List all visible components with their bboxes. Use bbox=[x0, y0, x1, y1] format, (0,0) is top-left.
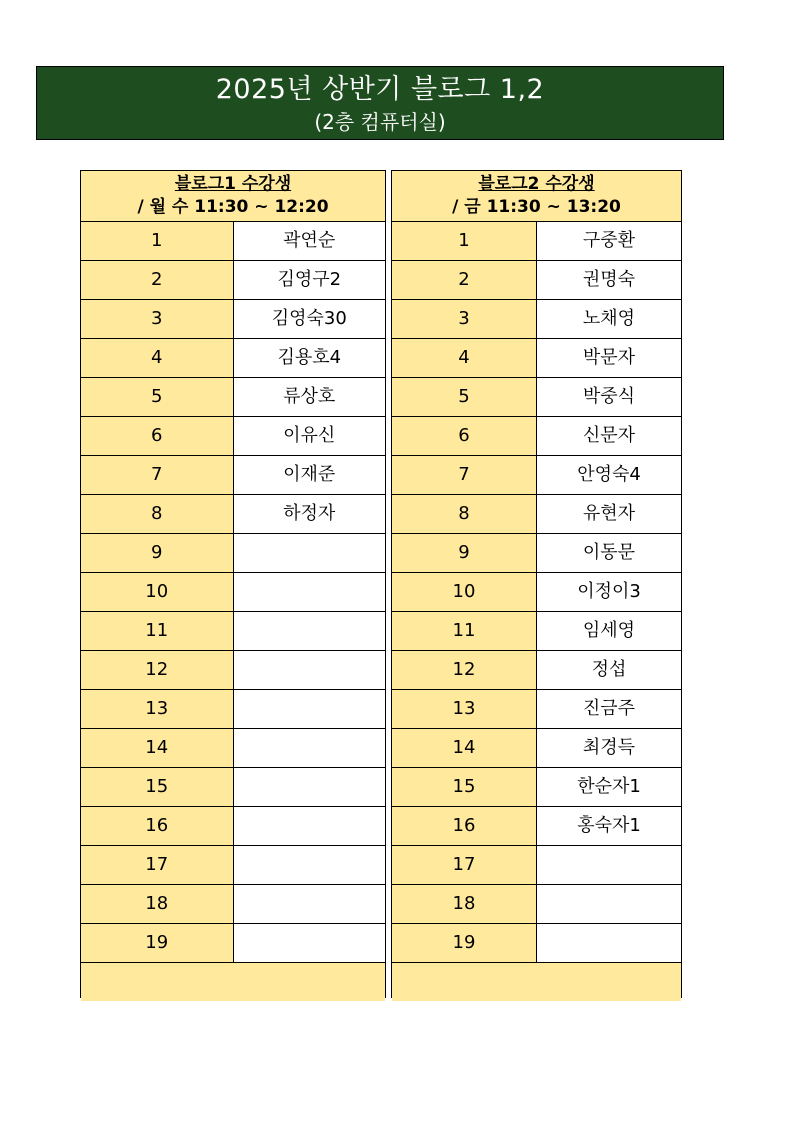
student-name: 류상호 bbox=[233, 378, 385, 417]
table-row bbox=[81, 300, 385, 339]
roster-footer bbox=[81, 963, 385, 1002]
row-number: 2 bbox=[81, 261, 233, 300]
table-row bbox=[392, 846, 681, 885]
table-row bbox=[392, 339, 681, 378]
student-name: 이유신 bbox=[233, 417, 385, 456]
table-row bbox=[81, 846, 385, 885]
student-name bbox=[233, 846, 385, 885]
row-number: 12 bbox=[392, 651, 537, 690]
row-number: 3 bbox=[392, 300, 537, 339]
student-name: 임세영 bbox=[537, 612, 682, 651]
table-row bbox=[392, 300, 681, 339]
student-name: 김용호4 bbox=[233, 339, 385, 378]
student-name bbox=[233, 573, 385, 612]
student-name: 정섭 bbox=[537, 651, 682, 690]
student-name bbox=[233, 690, 385, 729]
table-row bbox=[81, 495, 385, 534]
table-row bbox=[81, 807, 385, 846]
table-row bbox=[81, 222, 385, 261]
document-subtitle: (2층 컴퓨터실) bbox=[314, 110, 446, 134]
student-name: 권명숙 bbox=[537, 261, 682, 300]
student-name bbox=[537, 885, 682, 924]
row-number: 10 bbox=[392, 573, 537, 612]
table-row bbox=[392, 612, 681, 651]
table-row bbox=[81, 378, 385, 417]
student-name: 홍숙자1 bbox=[537, 807, 682, 846]
class-roster-blog1 bbox=[80, 170, 386, 998]
table-row bbox=[392, 690, 681, 729]
row-number: 14 bbox=[81, 729, 233, 768]
student-name: 곽연순 bbox=[233, 222, 385, 261]
row-number: 7 bbox=[81, 456, 233, 495]
student-name bbox=[233, 768, 385, 807]
row-number: 9 bbox=[81, 534, 233, 573]
student-name: 김영구2 bbox=[233, 261, 385, 300]
roster-table bbox=[392, 171, 681, 1001]
table-row bbox=[392, 417, 681, 456]
row-number: 8 bbox=[81, 495, 233, 534]
row-number: 2 bbox=[392, 261, 537, 300]
table-row bbox=[81, 768, 385, 807]
table-row bbox=[392, 885, 681, 924]
student-name: 이동문 bbox=[537, 534, 682, 573]
student-name: 진금주 bbox=[537, 690, 682, 729]
roster-header-title: 블로그1 수강생 bbox=[174, 174, 292, 194]
row-number: 5 bbox=[392, 378, 537, 417]
table-row bbox=[81, 612, 385, 651]
row-number: 6 bbox=[392, 417, 537, 456]
document-title: 2025년 상반기 블로그 1,2 bbox=[215, 74, 545, 105]
row-number: 17 bbox=[392, 846, 537, 885]
table-row bbox=[81, 417, 385, 456]
roster-header bbox=[81, 171, 385, 222]
roster-footer bbox=[392, 963, 681, 1002]
student-name bbox=[537, 846, 682, 885]
row-number: 11 bbox=[81, 612, 233, 651]
student-name: 유현자 bbox=[537, 495, 682, 534]
student-name bbox=[233, 612, 385, 651]
roster-header bbox=[392, 171, 681, 222]
student-name bbox=[233, 885, 385, 924]
row-number: 7 bbox=[392, 456, 537, 495]
table-row bbox=[81, 885, 385, 924]
table-row bbox=[392, 261, 681, 300]
student-name: 신문자 bbox=[537, 417, 682, 456]
student-name: 안영숙4 bbox=[537, 456, 682, 495]
row-number: 4 bbox=[81, 339, 233, 378]
table-row bbox=[81, 534, 385, 573]
table-row bbox=[81, 573, 385, 612]
roster-body bbox=[392, 222, 681, 963]
table-row bbox=[81, 924, 385, 963]
student-name: 구중환 bbox=[537, 222, 682, 261]
roster-header-schedule: / 금 11:30 ~ 13:20 bbox=[452, 197, 621, 217]
row-number: 16 bbox=[392, 807, 537, 846]
table-row bbox=[392, 768, 681, 807]
table-row bbox=[392, 807, 681, 846]
student-name: 박문자 bbox=[537, 339, 682, 378]
row-number: 1 bbox=[81, 222, 233, 261]
row-number: 19 bbox=[81, 924, 233, 963]
row-number: 11 bbox=[392, 612, 537, 651]
student-name bbox=[233, 807, 385, 846]
row-number: 1 bbox=[392, 222, 537, 261]
row-number: 8 bbox=[392, 495, 537, 534]
row-number: 13 bbox=[81, 690, 233, 729]
row-number: 9 bbox=[392, 534, 537, 573]
table-row bbox=[392, 924, 681, 963]
student-name bbox=[233, 534, 385, 573]
class-roster-blog2 bbox=[391, 170, 682, 998]
table-row bbox=[392, 456, 681, 495]
table-row bbox=[392, 534, 681, 573]
table-row bbox=[81, 456, 385, 495]
student-name: 하정자 bbox=[233, 495, 385, 534]
row-number: 3 bbox=[81, 300, 233, 339]
student-name bbox=[233, 651, 385, 690]
table-row bbox=[81, 651, 385, 690]
roster-body bbox=[81, 222, 385, 963]
student-name: 박중식 bbox=[537, 378, 682, 417]
row-number: 18 bbox=[81, 885, 233, 924]
document-title-banner bbox=[36, 66, 724, 140]
student-name: 한순자1 bbox=[537, 768, 682, 807]
table-row bbox=[392, 729, 681, 768]
row-number: 4 bbox=[392, 339, 537, 378]
student-name: 이정이3 bbox=[537, 573, 682, 612]
row-number: 10 bbox=[81, 573, 233, 612]
student-name: 김영숙30 bbox=[233, 300, 385, 339]
table-row bbox=[81, 339, 385, 378]
row-number: 13 bbox=[392, 690, 537, 729]
table-row bbox=[392, 651, 681, 690]
row-number: 16 bbox=[81, 807, 233, 846]
row-number: 19 bbox=[392, 924, 537, 963]
table-row bbox=[81, 261, 385, 300]
student-name: 노채영 bbox=[537, 300, 682, 339]
table-row bbox=[392, 495, 681, 534]
student-name bbox=[233, 729, 385, 768]
student-name: 이재준 bbox=[233, 456, 385, 495]
table-row bbox=[392, 573, 681, 612]
table-row bbox=[392, 222, 681, 261]
student-name: 최경득 bbox=[537, 729, 682, 768]
row-number: 17 bbox=[81, 846, 233, 885]
roster-table bbox=[81, 171, 385, 1001]
roster-header-schedule: / 월 수 11:30 ~ 12:20 bbox=[137, 197, 329, 217]
row-number: 5 bbox=[81, 378, 233, 417]
student-name bbox=[537, 924, 682, 963]
row-number: 15 bbox=[81, 768, 233, 807]
row-number: 12 bbox=[81, 651, 233, 690]
table-row bbox=[81, 729, 385, 768]
table-row bbox=[392, 378, 681, 417]
row-number: 6 bbox=[81, 417, 233, 456]
student-name bbox=[233, 924, 385, 963]
row-number: 15 bbox=[392, 768, 537, 807]
row-number: 14 bbox=[392, 729, 537, 768]
row-number: 18 bbox=[392, 885, 537, 924]
roster-header-title: 블로그2 수강생 bbox=[478, 174, 595, 194]
table-row bbox=[81, 690, 385, 729]
